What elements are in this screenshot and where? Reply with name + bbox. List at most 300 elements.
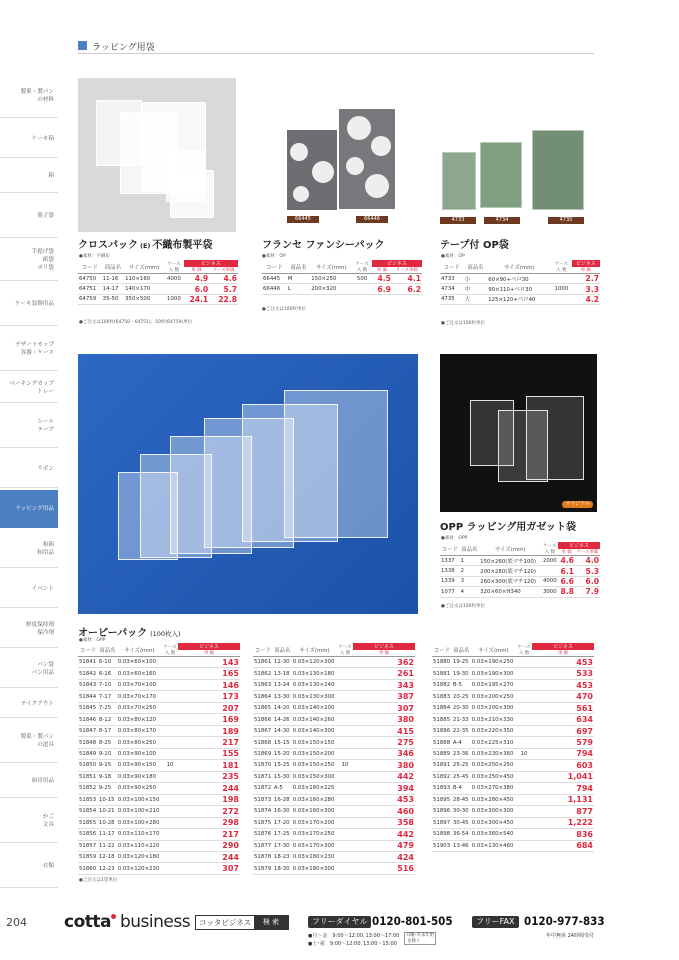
table-cell: 200×280(底マチ120) bbox=[479, 566, 541, 576]
table-cell: 60×90+ベロ30 bbox=[487, 274, 551, 284]
sidebar-item-label: ラッピング用品 bbox=[15, 506, 54, 512]
sidebar-item-label: ケーキ箱 bbox=[31, 135, 54, 142]
price-cell: 7.9 bbox=[575, 587, 600, 597]
price-cell: 387 bbox=[353, 691, 415, 702]
product1-note: ●ご注文は100枚(64750・64751)、50枚(64759)単位 bbox=[79, 320, 193, 325]
sidebar-item-label: リボン bbox=[37, 465, 54, 472]
price-cell: 244 bbox=[178, 851, 240, 862]
table-cell: 51863 bbox=[253, 679, 273, 690]
table-cell: 51892 bbox=[432, 771, 452, 782]
table-row bbox=[78, 817, 240, 828]
table-row bbox=[78, 783, 240, 794]
table-cell: 140×170 bbox=[124, 284, 164, 294]
table-cell: 14-30 bbox=[273, 725, 292, 736]
case-qty-cell bbox=[516, 691, 532, 702]
case-qty-cell bbox=[337, 840, 353, 851]
table-cell: 51868 bbox=[253, 737, 273, 748]
table-row bbox=[440, 274, 600, 284]
table-cell: 15-20 bbox=[273, 748, 292, 759]
price-cell: 634 bbox=[532, 714, 594, 725]
case-qty-cell bbox=[516, 760, 532, 771]
product2-material: ●素材：OP bbox=[262, 254, 286, 259]
table-row bbox=[78, 714, 240, 725]
table-row bbox=[78, 840, 240, 851]
case-qty-cell bbox=[162, 863, 178, 874]
case-qty-cell bbox=[516, 783, 532, 794]
table-cell: 0.03×200×250 bbox=[471, 691, 516, 702]
price-cell: 272 bbox=[178, 806, 240, 817]
table-cell: 0.03×90×250 bbox=[117, 783, 162, 794]
price-cell: 4.6 bbox=[209, 274, 238, 284]
case-qty-cell bbox=[162, 725, 178, 736]
table-row bbox=[262, 274, 422, 284]
free-dial-number[interactable]: 0120-801-505 bbox=[372, 914, 453, 928]
sidebar-item-11[interactable] bbox=[0, 490, 58, 528]
table-cell: A-5 bbox=[273, 783, 292, 794]
sidebar-item-label: 菓子袋 bbox=[37, 213, 54, 219]
search-label: コッタビジネス bbox=[199, 918, 252, 927]
table-cell: 0.03×140×200 bbox=[292, 702, 337, 713]
table-cell: 51867 bbox=[253, 725, 273, 736]
table-cell: 51845 bbox=[78, 702, 98, 713]
price-cell: 1,222 bbox=[532, 817, 594, 828]
table-cell: 35-50 bbox=[102, 294, 124, 304]
table-cell: 51885 bbox=[432, 714, 452, 725]
table-cell: 64751 bbox=[78, 284, 102, 294]
case-qty-cell bbox=[162, 794, 178, 805]
table-cell: 51841 bbox=[78, 657, 98, 668]
table-cell: 14-20 bbox=[273, 702, 292, 713]
table-cell: A-4 bbox=[452, 737, 471, 748]
table-cell: 51854 bbox=[78, 806, 98, 817]
table-cell: 20-30 bbox=[452, 702, 471, 713]
case-qty-cell bbox=[162, 737, 178, 748]
sidebar-item-label: 製菓・製パン の道具 bbox=[20, 734, 54, 748]
table-cell: 51877 bbox=[253, 840, 273, 851]
table-cell: 0.03×195×270 bbox=[471, 679, 516, 690]
sidebar-item-3[interactable] bbox=[0, 160, 58, 193]
sidebar-item-2[interactable] bbox=[0, 120, 58, 158]
sidebar-item-label: デザートカップ 容器・ケース bbox=[15, 342, 54, 356]
case-qty-cell bbox=[162, 771, 178, 782]
table-cell: B-5 bbox=[452, 679, 471, 690]
table-cell: 64759 bbox=[78, 294, 102, 304]
sidebar-item-label: 和箱 和用品 bbox=[37, 541, 54, 556]
product-photo-op-pack bbox=[78, 354, 418, 614]
search-box[interactable] bbox=[195, 915, 289, 930]
price-cell: 6.9 bbox=[372, 284, 392, 294]
table-cell: 0.03×140×260 bbox=[292, 714, 337, 725]
table-cell: 1000 bbox=[551, 284, 571, 294]
sidebar-item-label: 衣類 bbox=[42, 863, 54, 869]
table-cell: 51896 bbox=[432, 806, 452, 817]
holiday-note: 日曜･年末年始 を除く bbox=[406, 933, 434, 944]
table-row bbox=[253, 840, 415, 851]
price-cell: 533 bbox=[532, 668, 594, 679]
price-cell: 346 bbox=[353, 748, 415, 759]
table-row bbox=[440, 294, 600, 304]
case-qty-cell bbox=[162, 679, 178, 690]
case-qty-cell bbox=[337, 657, 353, 668]
sidebar-item-14[interactable] bbox=[0, 610, 58, 648]
table-row bbox=[78, 657, 240, 668]
table-cell: 51850 bbox=[78, 760, 98, 771]
price-cell: 415 bbox=[353, 725, 415, 736]
price-cell: 244 bbox=[178, 783, 240, 794]
table-cell: 0.03×60×160 bbox=[117, 668, 162, 679]
sidebar-item-8[interactable] bbox=[0, 373, 58, 403]
section-header bbox=[78, 40, 594, 54]
table-cell: 13-30 bbox=[273, 691, 292, 702]
sidebar-item-7[interactable] bbox=[0, 328, 58, 371]
price-cell: 442 bbox=[353, 771, 415, 782]
price-cell: 1,131 bbox=[532, 794, 594, 805]
sidebar-item-20[interactable] bbox=[0, 845, 58, 888]
price-cell: 198 bbox=[178, 794, 240, 805]
table-cell: B-4 bbox=[452, 783, 471, 794]
price-cell: 261 bbox=[353, 668, 415, 679]
table-row bbox=[253, 714, 415, 725]
case-qty-cell bbox=[516, 657, 532, 668]
product3-table: コード 商品名 サイズ(mm) ケース 入 数 ビジネス 単 価 4733 小 60×90+ベロ30 2.7 4734 中 90×110+ベロ30 1000 3.3 4735 大 125×120+ベロ40 4.2 bbox=[441, 261, 599, 304]
price-cell: 5.3 bbox=[575, 566, 600, 576]
table-row bbox=[253, 829, 415, 840]
table-row bbox=[432, 817, 594, 828]
table-cell: 0.03×160×300 bbox=[292, 806, 337, 817]
price-cell: 684 bbox=[532, 840, 594, 851]
case-qty-cell bbox=[516, 806, 532, 817]
sidebar-item-10[interactable] bbox=[0, 450, 58, 488]
table-row bbox=[78, 760, 240, 771]
price-cell: 460 bbox=[353, 806, 415, 817]
table-cell: 1337 bbox=[440, 556, 460, 566]
sidebar-item-label: 厨房用品 bbox=[31, 778, 54, 784]
product1-table: コード 商品名 サイズ(mm) ケース 入 数 ビジネス 単 価 ケース単価 64750 11-16 110×160 4000 4.9 4.6 64751 14-17 140×170 6.0 5.7 64759 35-50 350×500 1000 24.1 22.8 bbox=[79, 261, 237, 304]
price-cell: 343 bbox=[353, 679, 415, 690]
table-cell: 500 bbox=[352, 274, 372, 284]
table-cell: 51866 bbox=[253, 714, 273, 725]
table-cell: 0.03×230×360 bbox=[471, 748, 516, 759]
sidebar-item-17[interactable] bbox=[0, 720, 58, 763]
table-cell: 51864 bbox=[253, 691, 273, 702]
table-cell: 66445 bbox=[262, 274, 287, 284]
case-qty-cell bbox=[337, 737, 353, 748]
product4-table: コード 商品名 サイズ(mm) ケース 入 数 ビジネス 単 価 ケース単価 1337 1 150×260(底マチ100) 2000 4.6 4.0 1338 2 200×280(底マチ120) 6.1 5.3 1339 3 260×300(底マチ120) 4000 6.6 6.0 1077 4 320×60×H340 3000 8.8 7.9 bbox=[441, 543, 599, 597]
table-cell: 51857 bbox=[78, 840, 98, 851]
table-cell: 16-28 bbox=[273, 794, 292, 805]
table-row bbox=[78, 284, 238, 294]
price-cell: 453 bbox=[353, 794, 415, 805]
table-cell: 51874 bbox=[253, 806, 273, 817]
fax-note: 年中無休 24時間受付 bbox=[546, 933, 594, 939]
table-cell: 51889 bbox=[432, 748, 452, 759]
price-cell: 579 bbox=[532, 737, 594, 748]
table-row bbox=[78, 274, 238, 284]
table-cell bbox=[541, 566, 558, 576]
price-cell: 394 bbox=[353, 783, 415, 794]
table-cell: 51844 bbox=[78, 691, 98, 702]
price-cell: 6.6 bbox=[558, 576, 575, 586]
price-cell: 424 bbox=[353, 851, 415, 862]
table-cell: 51884 bbox=[432, 702, 452, 713]
table-cell: 1 bbox=[460, 556, 480, 566]
table-row bbox=[78, 806, 240, 817]
hours-weekday: ●月～金 9:00～12:00､13:00～17:00 bbox=[308, 933, 400, 939]
table-cell: 9-15 bbox=[98, 760, 117, 771]
table-cell: 51875 bbox=[253, 817, 273, 828]
table-cell: 51861 bbox=[253, 657, 273, 668]
fax-label: フリーFAX bbox=[472, 916, 519, 928]
table-cell: 4 bbox=[460, 587, 480, 597]
table-row bbox=[253, 760, 415, 771]
case-qty-cell bbox=[162, 691, 178, 702]
table-cell: 11-22 bbox=[98, 840, 117, 851]
table-row bbox=[440, 556, 600, 566]
case-qty-cell bbox=[337, 771, 353, 782]
hours-weekend: ●土･祝 9:00～12:00､13:00～15:00 bbox=[308, 941, 397, 947]
tag-4733: 4733 bbox=[440, 217, 476, 224]
table-cell: 51843 bbox=[78, 679, 98, 690]
case-qty-cell bbox=[162, 748, 178, 759]
table-cell: 0.03×300×300 bbox=[471, 806, 516, 817]
table-cell: 0.03×70×170 bbox=[117, 691, 162, 702]
sidebar-item-12[interactable] bbox=[0, 530, 58, 568]
table-cell: 51859 bbox=[78, 851, 98, 862]
table-cell: 51862 bbox=[253, 668, 273, 679]
sidebar-item-1[interactable] bbox=[0, 75, 58, 118]
price-cell: 453 bbox=[532, 657, 594, 668]
table-row bbox=[78, 294, 238, 304]
price-cell: 290 bbox=[178, 840, 240, 851]
case-qty-cell bbox=[516, 714, 532, 725]
product-photo-tape-op bbox=[440, 126, 600, 226]
table-row bbox=[253, 748, 415, 759]
price-cell: 5.7 bbox=[209, 284, 238, 294]
product5-material: ●素材：OPP bbox=[79, 638, 106, 643]
table-cell: 1339 bbox=[440, 576, 460, 586]
original-badge: オリジナル bbox=[562, 501, 593, 508]
case-qty-cell bbox=[516, 829, 532, 840]
table-row bbox=[262, 284, 422, 294]
table-row bbox=[253, 691, 415, 702]
table-cell: 51853 bbox=[78, 794, 98, 805]
table-row bbox=[78, 737, 240, 748]
sidebar-item-18[interactable] bbox=[0, 765, 58, 798]
table-cell: 51893 bbox=[432, 783, 452, 794]
sidebar-item-16[interactable] bbox=[0, 690, 58, 718]
table-cell: 0.03×180×300 bbox=[292, 863, 337, 874]
table-cell: 12-18 bbox=[98, 851, 117, 862]
table-cell: 51846 bbox=[78, 714, 98, 725]
table-cell: 0.03×150×300 bbox=[292, 771, 337, 782]
table-cell: 22-35 bbox=[452, 725, 471, 736]
table-cell: 51870 bbox=[253, 760, 273, 771]
case-qty-cell bbox=[337, 679, 353, 690]
table-cell: 0.03×190×300 bbox=[471, 668, 516, 679]
price-cell: 275 bbox=[353, 737, 415, 748]
price-cell: 453 bbox=[532, 679, 594, 690]
table-row bbox=[253, 851, 415, 862]
price-cell: 516 bbox=[353, 863, 415, 874]
table-row bbox=[432, 806, 594, 817]
product-photo-gusset bbox=[440, 354, 597, 512]
table-cell: 19-25 bbox=[452, 657, 471, 668]
table-row bbox=[78, 691, 240, 702]
price-cell: 697 bbox=[532, 725, 594, 736]
case-qty-cell bbox=[337, 702, 353, 713]
price-cell: 4.6 bbox=[558, 556, 575, 566]
case-qty-cell bbox=[516, 702, 532, 713]
price-cell: 181 bbox=[178, 760, 240, 771]
table-cell: 3000 bbox=[541, 587, 558, 597]
case-qty-cell bbox=[337, 725, 353, 736]
price-cell: 794 bbox=[532, 748, 594, 759]
price-cell: 217 bbox=[178, 737, 240, 748]
table-row bbox=[432, 702, 594, 713]
table-cell: 0.03×220×350 bbox=[471, 725, 516, 736]
case-qty-cell bbox=[162, 851, 178, 862]
table-cell: 51856 bbox=[78, 829, 98, 840]
table-cell: 30-30 bbox=[452, 806, 471, 817]
table-cell: 16-30 bbox=[273, 806, 292, 817]
table-row bbox=[440, 284, 600, 294]
case-qty-cell bbox=[337, 817, 353, 828]
table-row bbox=[432, 668, 594, 679]
price-cell: 24.1 bbox=[184, 294, 210, 304]
table-cell: 51871 bbox=[253, 771, 273, 782]
table-row bbox=[432, 748, 594, 759]
table-row bbox=[78, 863, 240, 874]
sidebar-item-13[interactable] bbox=[0, 570, 58, 608]
price-cell: 307 bbox=[178, 863, 240, 874]
table-cell: 0.03×210×330 bbox=[471, 714, 516, 725]
table-cell: 0.03×60×100 bbox=[117, 657, 162, 668]
table-cell: 51851 bbox=[78, 771, 98, 782]
table-cell: 0.03×190×250 bbox=[471, 657, 516, 668]
price-cell: 22.8 bbox=[209, 294, 238, 304]
product-photo-francais bbox=[265, 98, 425, 226]
table-row bbox=[432, 760, 594, 771]
table-cell: 7-25 bbox=[98, 702, 117, 713]
price-cell: 380 bbox=[353, 760, 415, 771]
table-cell: 51842 bbox=[78, 668, 98, 679]
table-cell: 0.03×170×250 bbox=[292, 829, 337, 840]
table-cell: 14-26 bbox=[273, 714, 292, 725]
case-qty-cell bbox=[337, 748, 353, 759]
table-row bbox=[432, 657, 594, 668]
sidebar-item-4[interactable] bbox=[0, 195, 58, 238]
price-cell: 307 bbox=[353, 702, 415, 713]
table-row bbox=[78, 668, 240, 679]
price-cell: 561 bbox=[532, 702, 594, 713]
table-cell: 0.03×100×280 bbox=[117, 817, 162, 828]
sidebar-item-label: シール テープ bbox=[37, 419, 54, 433]
table-cell: 21-33 bbox=[452, 714, 471, 725]
table-cell: 30-45 bbox=[452, 817, 471, 828]
table-cell: 51852 bbox=[78, 783, 98, 794]
case-qty-cell: 10 bbox=[162, 760, 178, 771]
case-qty-cell bbox=[337, 863, 353, 874]
table-row bbox=[253, 668, 415, 679]
price-cell: 1,041 bbox=[532, 771, 594, 782]
search-button[interactable]: 検 索 bbox=[254, 916, 288, 929]
table-cell: 320×60×H340 bbox=[479, 587, 541, 597]
table-row bbox=[253, 702, 415, 713]
price-cell: 6.0 bbox=[575, 576, 600, 586]
table-cell: 51881 bbox=[432, 668, 452, 679]
table-cell: 11-17 bbox=[98, 829, 117, 840]
case-qty-cell bbox=[516, 794, 532, 805]
table-cell: 0.03×120×300 bbox=[292, 657, 337, 668]
price-cell: 165 bbox=[178, 668, 240, 679]
table-cell: 15-30 bbox=[273, 771, 292, 782]
table-row bbox=[253, 863, 415, 874]
table-cell: 110×160 bbox=[124, 274, 164, 284]
table-cell: 150×250 bbox=[310, 274, 352, 284]
table-row bbox=[78, 679, 240, 690]
sidebar-item-9[interactable] bbox=[0, 405, 58, 448]
table-cell: 51869 bbox=[253, 748, 273, 759]
product5-table-1: コード 商品名 サイズ(mm) ケース 入 数 ビジネス 単 価 51841 6-10 0.03×60×100 143 51842 6-16 0.03×60×160 165 51843 7-10 0.03×70×100 146 51844 7-17 0.03×70×170 173 51845 7-25 0.03×70×250 207 51846 8-12 0.03×80×120 169 51847 8-17 0.03×80×170 189 51848 8-25 0.03×80×250 217 51849 9-10 0.03×90×100 155 51850 9-15 0.03×90×150 10 181 51851 9-18 0.03×90×180 235 51852 9-25 0.03×90×250 244 51853 10-15 0.03×100×150 198 51854 10-21 0.03×100×210 272 51855 10-28 0.03×100×280 298 51856 11-17 0.03×110×170 217 51857 11-22 0.03×110×220 290 51859 12-18 0.03×120×180 244 51860 12-23 0.03×120×230 307 bbox=[79, 644, 239, 874]
table-row bbox=[432, 737, 594, 748]
table-cell: 0.03×120×230 bbox=[117, 863, 162, 874]
case-qty-cell bbox=[162, 817, 178, 828]
case-qty-cell bbox=[162, 829, 178, 840]
price-cell: 169 bbox=[178, 714, 240, 725]
table-cell: 0.03×100×150 bbox=[117, 794, 162, 805]
section-title: ラッピング用袋 bbox=[92, 43, 155, 53]
table-cell: 18-30 bbox=[273, 863, 292, 874]
sidebar-item-6[interactable] bbox=[0, 283, 58, 326]
table-cell: 0.03×180×230 bbox=[292, 851, 337, 862]
table-row bbox=[78, 851, 240, 862]
table-cell: 9-18 bbox=[98, 771, 117, 782]
table-cell: 51880 bbox=[432, 657, 452, 668]
table-cell: 9-25 bbox=[98, 783, 117, 794]
table-cell: 11-16 bbox=[102, 274, 124, 284]
sidebar-item-15[interactable] bbox=[0, 650, 58, 688]
table-cell: 51882 bbox=[432, 679, 452, 690]
product5-title: オーピーパック (100枚入) bbox=[78, 628, 181, 639]
table-row bbox=[253, 817, 415, 828]
table-cell: 0.03×280×450 bbox=[471, 794, 516, 805]
tag-66445: 66445 bbox=[287, 216, 319, 223]
table-cell: 17-20 bbox=[273, 817, 292, 828]
fax-number[interactable]: 0120-977-833 bbox=[524, 914, 605, 928]
tag-4735: 4735 bbox=[548, 217, 584, 224]
case-qty-cell bbox=[162, 806, 178, 817]
table-row bbox=[253, 657, 415, 668]
table-cell: 17-30 bbox=[273, 840, 292, 851]
product3-material: ●素材：OP bbox=[441, 254, 465, 259]
table-cell: 12-23 bbox=[98, 863, 117, 874]
table-row bbox=[78, 702, 240, 713]
table-cell: 51876 bbox=[253, 829, 273, 840]
price-cell: 358 bbox=[353, 817, 415, 828]
sidebar-item-19[interactable] bbox=[0, 800, 58, 843]
table-cell: 0.03×80×120 bbox=[117, 714, 162, 725]
table-cell: 0.03×130×180 bbox=[292, 668, 337, 679]
table-cell: 0.03×250×450 bbox=[471, 771, 516, 782]
table-cell bbox=[551, 294, 571, 304]
sidebar-item-5[interactable] bbox=[0, 240, 58, 281]
table-cell: 0.03×90×150 bbox=[117, 760, 162, 771]
table-cell: 51888 bbox=[432, 737, 452, 748]
price-cell: 4.2 bbox=[572, 294, 600, 304]
table-cell: 125×120+ベロ40 bbox=[487, 294, 551, 304]
table-cell: 1077 bbox=[440, 587, 460, 597]
table-cell: 51848 bbox=[78, 737, 98, 748]
